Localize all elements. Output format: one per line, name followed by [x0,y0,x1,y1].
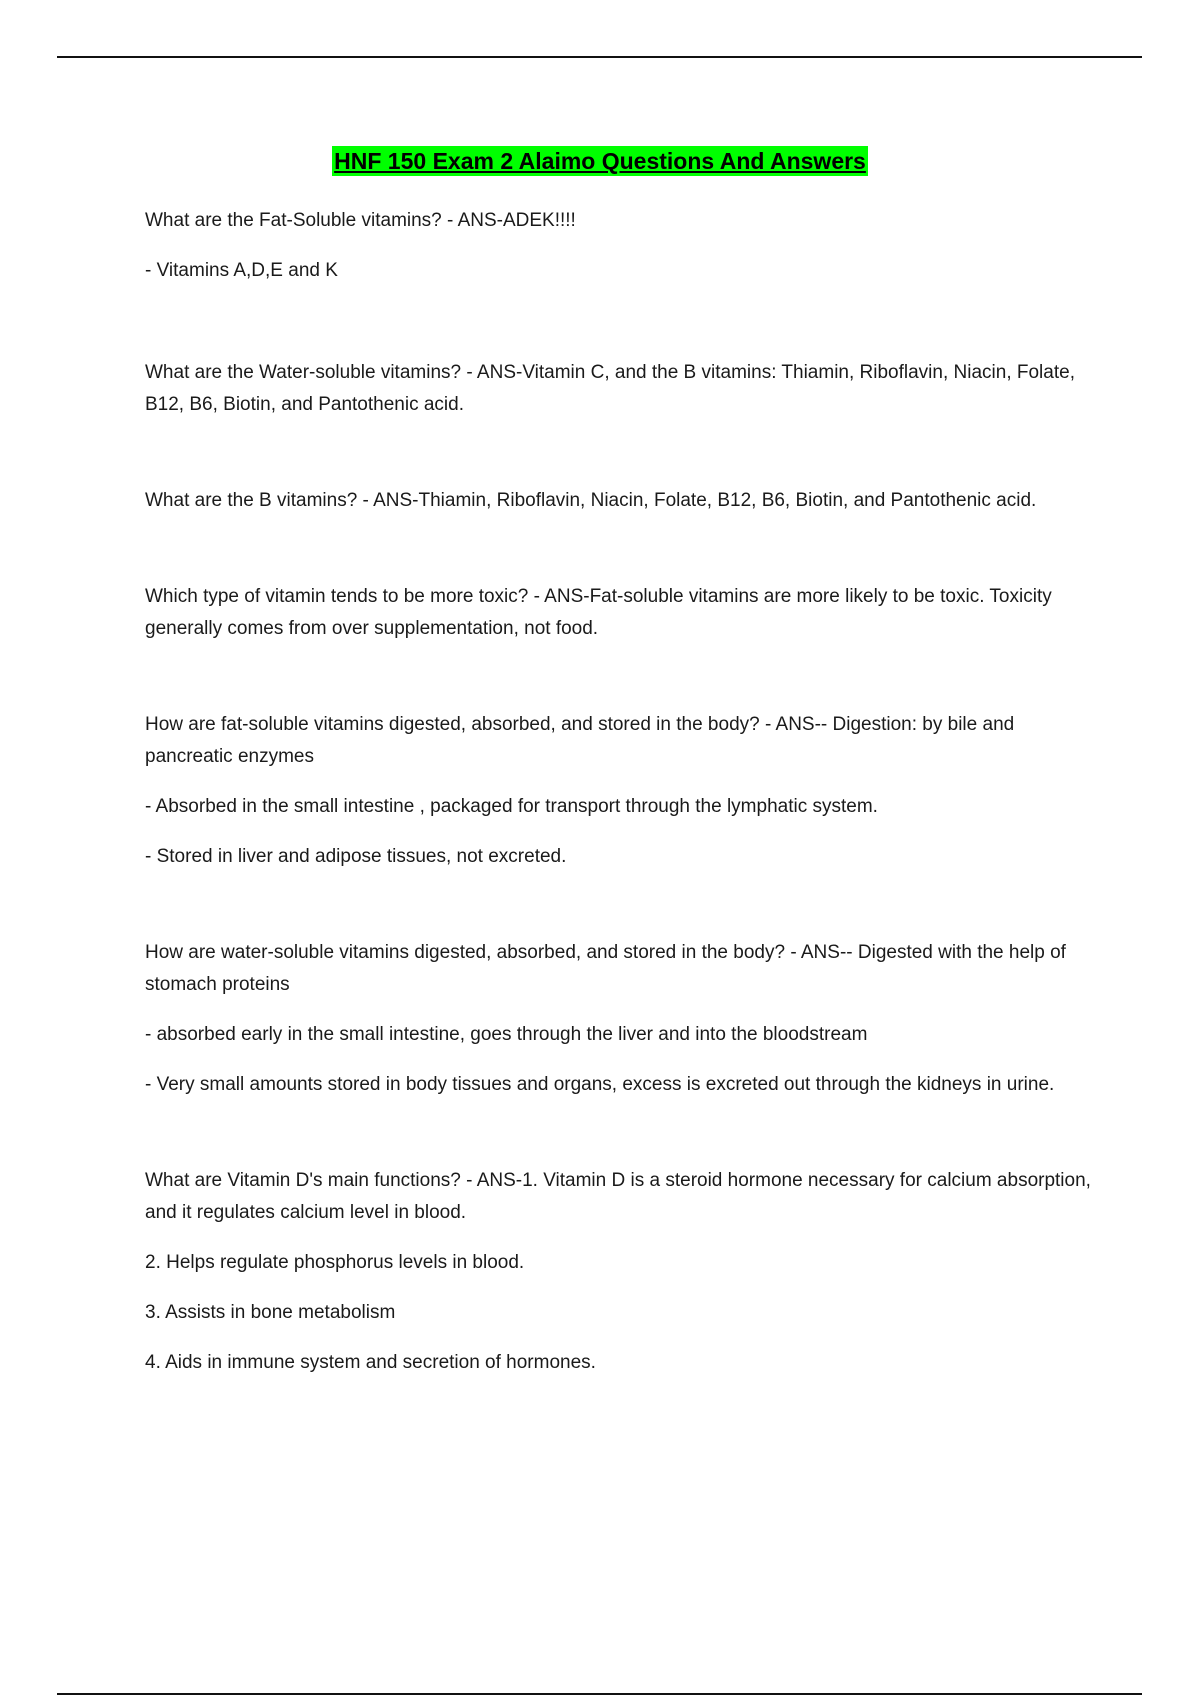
answer-paragraph: - Very small amounts stored in body tissues and organs, excess is excreted out through the kidneys in urine. [145,1074,1055,1095]
qa-item-1 [145,205,1105,287]
qa-item-5 [145,709,1105,873]
document-title: HNF 150 Exam 2 Alaimo Questions And Answers [334,148,866,174]
qa-item-7 [145,1165,1105,1379]
qa-item-4 [145,581,1105,645]
answer-paragraph: 4. Aids in immune system and secretion of hormones. [145,1352,596,1373]
answer-paragraph: 3. Assists in bone metabolism [145,1302,396,1323]
qa-item-3 [145,485,1105,517]
document-body [145,205,1105,1449]
answer-paragraph: - absorbed early in the small intestine, goes through the liver and into the bloodstream [145,1024,868,1045]
answer-paragraph: 2. Helps regulate phosphorus levels in blood. [145,1252,525,1273]
answer-paragraph: - Absorbed in the small intestine , packaged for transport through the lymphatic system. [145,796,878,817]
question-paragraph: Which type of vitamin tends to be more toxic? - ANS-Fat-soluble vitamins are more likely to be toxic. Toxicity generally comes from over supplementation, not food. [145,586,1052,639]
question-paragraph: What are Vitamin D's main functions? - ANS-1. Vitamin D is a steroid hormone necessary for calcium absorption, and it regulates calcium level in blood. [145,1170,1091,1223]
question-paragraph: How are water-soluble vitamins digested, absorbed, and stored in the body? - ANS-- Digested with the help of stomach proteins [145,942,1066,995]
question-paragraph: What are the Water-soluble vitamins? - ANS-Vitamin C, and the B vitamins: Thiamin, Riboflavin, Niacin, Folate, B12, B6, Biotin, and Pantothenic acid. [145,362,1075,415]
answer-paragraph: - Stored in liver and adipose tissues, not excreted. [145,846,567,867]
question-paragraph: What are the Fat-Soluble vitamins? - ANS-ADEK!!!! [145,210,576,231]
question-paragraph: What are the B vitamins? - ANS-Thiamin, Riboflavin, Niacin, Folate, B12, B6, Biotin, and Pantothenic acid. [145,490,1037,511]
title-container [0,146,1200,176]
question-paragraph: How are fat-soluble vitamins digested, absorbed, and stored in the body? - ANS-- Digestion: by bile and pancreatic enzymes [145,714,1015,767]
qa-item-6 [145,937,1105,1101]
qa-item-2 [145,357,1105,421]
footer-rule [57,1693,1142,1695]
header-rule [57,56,1142,58]
answer-paragraph: - Vitamins A,D,E and K [145,260,338,281]
